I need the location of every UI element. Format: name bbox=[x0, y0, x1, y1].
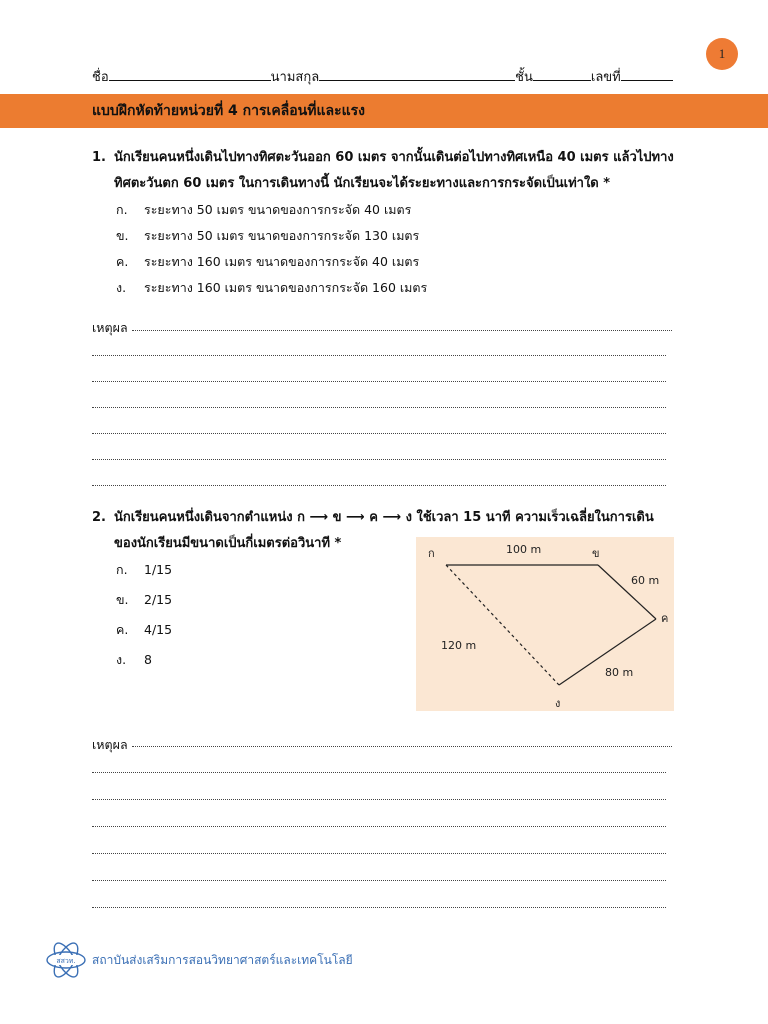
choice-letter: ก. bbox=[116, 562, 128, 577]
institution-name: สถาบันส่งเสริมการสอนวิทยาศาสตร์และเทคโนโลยี bbox=[92, 952, 353, 967]
segment-label-ad: 120 m bbox=[441, 639, 477, 652]
reason-answer-line[interactable] bbox=[92, 485, 666, 486]
footer bbox=[44, 940, 353, 980]
point-label-a: ก bbox=[428, 547, 435, 560]
choice-text: 4/15 bbox=[144, 622, 173, 637]
choice-letter: ง. bbox=[116, 652, 127, 667]
segment-ad-dashed bbox=[446, 565, 559, 685]
choice-item[interactable] bbox=[116, 620, 172, 640]
choice-letter: ก. bbox=[116, 202, 128, 217]
path-diagram-svg bbox=[416, 537, 674, 711]
name-blank[interactable] bbox=[109, 68, 271, 81]
class-blank[interactable] bbox=[533, 68, 591, 81]
number-blank[interactable] bbox=[621, 68, 673, 81]
choice-item[interactable] bbox=[116, 200, 411, 220]
ipst-logo-icon bbox=[44, 940, 88, 980]
reason-answer-line[interactable] bbox=[92, 381, 666, 382]
point-label-b: ข bbox=[592, 547, 600, 560]
choice-text: 1/15 bbox=[144, 562, 173, 577]
reason-answer-line[interactable] bbox=[92, 772, 666, 773]
reason-answer-line[interactable] bbox=[92, 853, 666, 854]
choice-item[interactable] bbox=[116, 590, 172, 610]
reason-answer-line[interactable] bbox=[92, 459, 666, 460]
page-title: แบบฝึกหัดท้ายหน่วยที่ 4 การเคลื่อนที่และแรง bbox=[92, 103, 365, 119]
point-label-d: ง bbox=[555, 697, 561, 710]
reason-label: เหตุผล bbox=[92, 320, 128, 335]
logo-text: สสวท. bbox=[56, 957, 76, 965]
reason-answer-line[interactable] bbox=[92, 407, 666, 408]
question-text-line: ของนักเรียนมีขนาดเป็นกี่เมตรต่อวินาที * bbox=[114, 536, 342, 551]
segment-label-bc: 60 m bbox=[631, 574, 660, 587]
choice-item[interactable] bbox=[116, 560, 172, 580]
choice-item[interactable] bbox=[116, 226, 419, 246]
surname-label: นามสกุล bbox=[270, 70, 320, 85]
point-label-c: ค bbox=[661, 612, 669, 625]
title-banner bbox=[0, 94, 768, 128]
choice-letter: ง. bbox=[116, 280, 127, 295]
surname-blank[interactable] bbox=[319, 68, 515, 81]
choice-text: ระยะทาง 50 เมตร ขนาดของการกระจัด 130 เมตร bbox=[144, 228, 420, 243]
name-label: ชื่อ bbox=[92, 70, 109, 85]
choice-item[interactable] bbox=[116, 650, 152, 670]
choice-item[interactable] bbox=[116, 252, 419, 272]
reason-answer-line[interactable] bbox=[92, 907, 666, 908]
choice-text: ระยะทาง 160 เมตร ขนาดของการกระจัด 40 เมตร bbox=[144, 254, 420, 269]
question-text-line: นักเรียนคนหนึ่งเดินจากตำแหน่ง ก ⟶ ข ⟶ ค ⟶ ง ใช้เวลา 15 นาที ความเร็วเฉลี่ยในการเดิน bbox=[114, 510, 654, 525]
page-number-badge: 1 bbox=[706, 38, 738, 70]
reason-answer-line[interactable] bbox=[132, 330, 672, 331]
reason-answer-line[interactable] bbox=[92, 433, 666, 434]
reason-answer-line[interactable] bbox=[132, 746, 672, 747]
choice-text: ระยะทาง 160 เมตร ขนาดของการกระจัด 160 เมตร bbox=[144, 280, 428, 295]
question-number: 2. bbox=[92, 510, 106, 525]
question-text-line: นักเรียนคนหนึ่งเดินไปทางทิศตะวันออก 60 เมตร จากนั้นเดินต่อไปทางทิศเหนือ 40 เมตร แล้วไปทาง bbox=[114, 150, 674, 165]
segment-label-ab: 100 m bbox=[506, 543, 542, 556]
class-label: ชั้น bbox=[515, 70, 533, 85]
segment-label-cd: 80 m bbox=[605, 666, 634, 679]
choice-letter: ค. bbox=[116, 622, 129, 637]
choice-item[interactable] bbox=[116, 278, 427, 298]
path-diagram bbox=[416, 537, 674, 711]
reason-answer-line[interactable] bbox=[92, 355, 666, 356]
choice-text: 8 bbox=[144, 652, 152, 667]
choice-letter: ค. bbox=[116, 254, 129, 269]
question-1 bbox=[92, 145, 674, 197]
reason-answer-line[interactable] bbox=[92, 826, 666, 827]
question-text-line: ทิศตะวันตก 60 เมตร ในการเดินทางนี้ นักเรียนจะได้ระยะทางและการกระจัดเป็นเท่าใด * bbox=[114, 176, 611, 191]
number-label: เลขที่ bbox=[590, 70, 621, 85]
choice-text: 2/15 bbox=[144, 592, 173, 607]
student-info-line bbox=[92, 66, 672, 87]
choice-text: ระยะทาง 50 เมตร ขนาดของการกระจัด 40 เมตร bbox=[144, 202, 412, 217]
reason-label: เหตุผล bbox=[92, 737, 128, 752]
question-number: 1. bbox=[92, 150, 106, 165]
choice-letter: ข. bbox=[116, 228, 129, 243]
reason-answer-line[interactable] bbox=[92, 880, 666, 881]
choice-letter: ข. bbox=[116, 592, 129, 607]
reason-answer-line[interactable] bbox=[92, 799, 666, 800]
